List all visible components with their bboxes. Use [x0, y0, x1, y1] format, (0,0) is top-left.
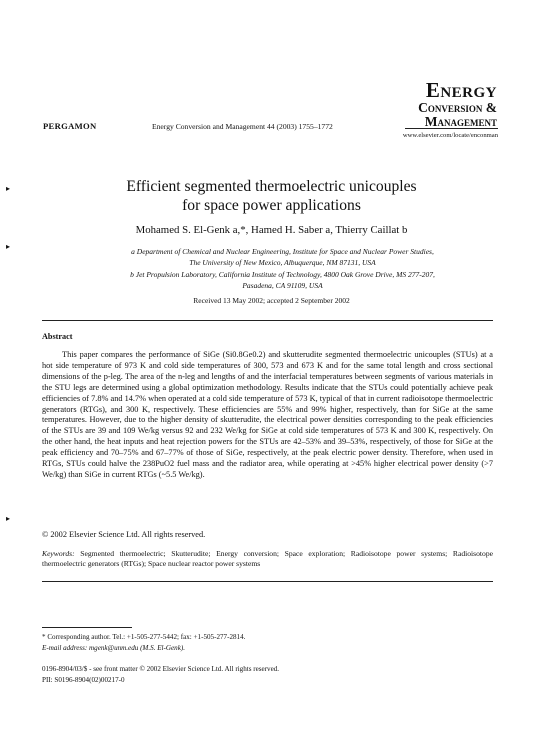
journal-citation: Energy Conversion and Management 44 (2003) 1755–1772 [152, 122, 333, 131]
keywords-bottom-rule [42, 581, 493, 582]
scan-mark: ▸ [6, 242, 11, 251]
abstract-copyright: © 2002 Elsevier Science Ltd. All rights reserved. [42, 530, 206, 539]
title-line: for space power applications [182, 197, 361, 214]
journal-logo-line: Energy [425, 78, 497, 102]
affiliation-line: a Department of Chemical and Nuclear Engineering, Institute for Space and Nuclear Power Studies, [131, 247, 434, 256]
affiliations [60, 246, 505, 292]
author-list: Mohamed S. El-Genk a,*, Hamed H. Saber a, Thierry Caillat b [135, 224, 408, 236]
abstract-body: This paper compares the performance of SiGe (Si0.8Ge0.2) and skutterudite segmented thermoelectric unicouples (STUs) at a hot side temperature of 973 K and cold side temperatures of 300, 573 and 673 K and for the same total length and cross sectional dimensions of the p-leg. The area of the n-leg and lengths of and the interfacial temperatures between segments of various materials in the STU legs are determined using a global optimization methodology. Results indicate that the STUs could potentially achieve peak efficiencies of 7.8% and 14.7% when operated at a cold side temperature of 573 K, typical of that in current radioisotope thermoelectric generators (RTGs), and 300 K, respectively. These efficiencies are 55% and 99% higher, respectively, than for SiGe at the same temperatures. However, due to the higher density of skutterudite, the electrical power densities corresponding to the peak efficiencies of the STUs are 39 and 109 We/kg versus 92 and 232 We/kg for SiGe at cold side temperatures of 573 K and 300 K, respectively. On the other hand, the heat inputs and heat rejection powers for the STUs are 42–53% and 39–53%, respectively, of those for SiGe at the peak efficiency and 70–75% and 67–77% of those of SiGe, respectively, at the peak electric power density. Therefore, when used in RTGs, STUs could halve the 238PuO2 fuel mass and the radiator area, while operating at >45% higher electrical power density (>7 We/kg) than SiGe in current RTGs (~5.5 We/kg). [42, 350, 493, 479]
scan-mark: ▸ [6, 514, 11, 523]
received-dates: Received 13 May 2002; accepted 2 September 2002 [193, 296, 350, 305]
publisher-name: PERGAMON [43, 121, 97, 131]
affiliation-line: Pasadena, CA 91109, USA [242, 281, 323, 291]
scan-mark: ▸ [6, 184, 11, 193]
journal-logo-line: Management [424, 113, 497, 129]
header-rule [405, 128, 498, 129]
journal-logo-line: Conversion & [418, 100, 497, 115]
journal-url[interactable]: www.elsevier.com/locate/enconman [402, 132, 498, 139]
affiliation-line: b Jet Propulsion Laboratory, California Institute of Technology, 4800 Oak Grove Drive, MS 277-207, [130, 269, 435, 279]
title-line: Efficient segmented thermoelectric unicouples [126, 178, 417, 195]
journal-logo [418, 80, 497, 128]
email-address[interactable]: E-mail address: mgenk@unm.edu (M.S. El-Genk). [42, 643, 185, 652]
keywords [42, 549, 493, 570]
pii-line: PII: S0196-8904(02)00217-0 [42, 675, 125, 684]
keywords-text: Segmented thermoelectric; Skutterudite; Energy conversion; Space exploration; Radioisotope power systems; Radioisotope thermoelectric generators (RTGs); Space nuclear reactor power systems [42, 549, 493, 569]
abstract-heading: Abstract [42, 332, 73, 341]
article-title [0, 177, 543, 215]
issn-line: 0196-8904/03/$ - see front matter © 2002 Elsevier Science Ltd. All rights reserved. [42, 665, 280, 673]
corresponding-author: * Corresponding author. Tel.: +1-505-277-5442; fax: +1-505-277-2814. [42, 633, 246, 641]
footnote-rule [42, 627, 132, 628]
footnote [42, 632, 245, 653]
affiliation-line: The University of New Mexico, Albuquerque, NM 87131, USA [189, 258, 376, 268]
issn-block [42, 664, 279, 685]
keywords-label: Keywords: [42, 549, 75, 558]
abstract-top-rule [42, 320, 493, 321]
